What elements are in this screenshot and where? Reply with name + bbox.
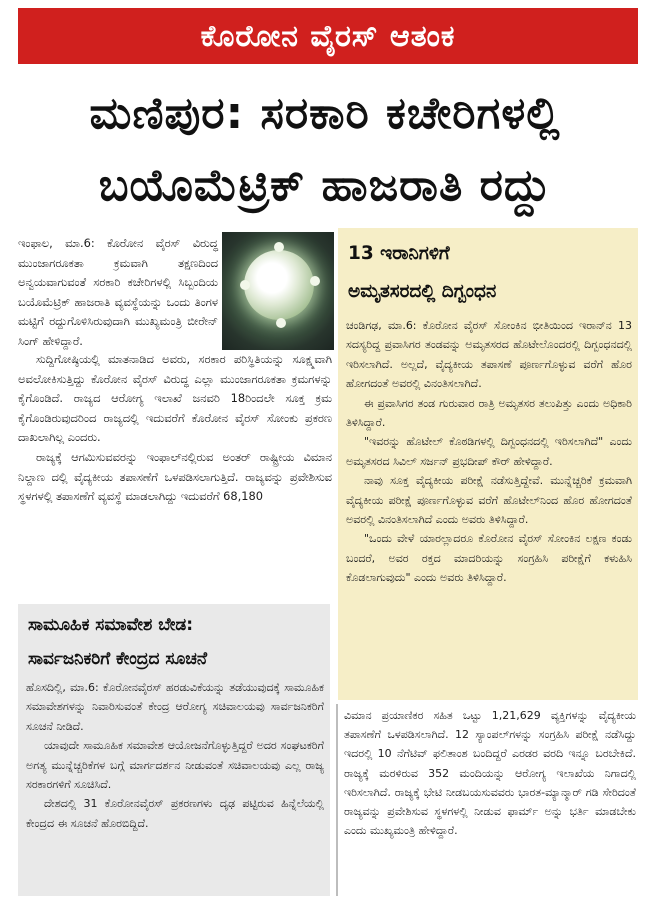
main-story-p3: ರಾಜ್ಯಕ್ಕೆ ಆಗಮಿಸುವವರನ್ನು ಇಂಫಾಲ್‌ನಲ್ಲಿರುವ ಅಂತರ್ ರಾಷ್ಟ್ರೀಯ ವಿಮಾನ ನಿಲ್ದಾಣ ದಲ್ಲಿ ವೈದ್ಯಕೀಯ ತಪಾಸಣೆಗೆ ಒಳಪಡಿಸಲಾಗುತ್ತಿದೆ. ರಾಜ್ಯವನ್ನು ಪ್ರವೇಶಿಸುವ ಸ್ಥಳಗಳಲ್ಲಿ ತಪಾಸಣೆಗೆ ವ್ಯವಸ್ಥೆ ಮಾಡಲಾಗಿದ್ದು ಇದುವರೆಗೆ 68,180: [18, 449, 332, 504]
coronavirus-photo: [222, 232, 334, 350]
main-story-p2: ಸುದ್ದಿಗೋಷ್ಠಿಯಲ್ಲಿ ಮಾತನಾಡಿದ ಅವರು, ಸರಕಾರ ಪರಿಸ್ಥಿತಿಯನ್ನು ಸೂಕ್ಷ್ಮವಾಗಿ ಅವಲೋಕಿಸುತ್ತಿದ್ದು ಕೊರೋನ ವೈರಸ್ ವಿರುದ್ಧ ಎಲ್ಲಾ ಮುಂಜಾಗರೂಕತಾ ಕ್ರಮಗಳನ್ನು ಕೈಗೊಂಡಿದೆ. ರಾಜ್ಯದ ಆರೋಗ್ಯ ಇಲಾಖೆ ಜನವರಿ 18ರಿಂದಲೇ ಸೂಕ್ತ ಕ್ರಮ ಕೈಗೊಂಡಿರುವುದರಿಂದ ರಾಜ್ಯದಲ್ಲಿ ಇದುವರೆಗೆ ಕೊರೋನ ವೈರಸ್ ಸೋಂಕು ಪ್ರಕರಣ ದಾಖಲಾಗಿಲ್ಲ ಎಂದರು.: [18, 352, 332, 445]
side-story-p3: "ಇವರನ್ನು ಹೊಟೇಲ್ ಕೊಠಡಿಗಳಲ್ಲಿ ದಿಗ್ಬಂಧನದಲ್ಲಿ ಇರಿಸಲಾಗಿದೆ" ಎಂದು ಅಮೃತಸರದ ಸಿವಿಲ್ ಸರ್ಜನ್ ಪ್ರಭದೀಪ್ ಕೌರ್ ಹೇಳಿದ್ದಾರೆ.: [346, 435, 632, 468]
kicker-banner: [18, 8, 638, 64]
box-story-title-1: ಸಾಮೂಹಿಕ ಸಮಾವೇಶ ಬೇಡ:: [28, 615, 194, 635]
box-story-p2: ಯಾವುದೇ ಸಾಮೂಹಿಕ ಸಮಾವೇಶ ಆಯೋಜನೆಗೊಳ್ಳುತ್ತಿದ್ದರೆ ಅದರ ಸಂಘಟಕರಿಗೆ ಅಗತ್ಯ ಮುನ್ನೆಚ್ಚರಿಕೆಗಳ ಬಗ್ಗೆ ಮಾರ್ಗದರ್ಶನ ನೀಡುವಂತೆ ಸಚಿವಾಲಯವು ಎಲ್ಲ ರಾಜ್ಯ ಸರಕಾರಗಳಿಗೆ ಸೂಚಿಸಿದೆ.: [26, 739, 324, 792]
main-story-continuation: [344, 706, 636, 840]
main-story-p1: ಇಂಫಾಲ, ಮಾ.6: ಕೊರೋನ ವೈರಸ್ ವಿರುದ್ಧ ಮುಂಜಾಗರೂಕತಾ ಕ್ರಮವಾಗಿ ತಕ್ಷಣದಿಂದ ಅನ್ವಯವಾಗುವಂತೆ ಸರಕಾರಿ ಕಚೇರಿಗಳಲ್ಲಿ ಸಿಬ್ಬಂದಿಯ ಬಯೊಮೆಟ್ರಿಕ್ ಹಾಜರಾತಿ ವ್ಯವಸ್ಥೆಯನ್ನು ಒಂದು ತಿಂಗಳ ಮಟ್ಟಿಗೆ ರದ್ದುಗೊಳಿಸಿರುವುದಾಗಿ ಮುಖ್ಯಮಂತ್ರಿ ಬೀರೇನ್ ಸಿಂಗ್ ಹೇಳಿದ್ದಾರೆ.: [18, 236, 218, 348]
side-story-body: [346, 316, 632, 588]
side-story-title-1: 13 ಇರಾನಿಗಳಿಗೆ: [348, 243, 450, 264]
side-story-p5: "ಒಂದು ವೇಳೆ ಯಾರಲ್ಲಾದರೂ ಕೊರೋನ ವೈರಸ್ ಸೋಂಕಿನ ಲಕ್ಷಣ ಕಂಡು ಬಂದರೆ, ಅವರ ರಕ್ತದ ಮಾದರಿಯನ್ನು ಸಂಗ್ರಹಿಸಿ ಪರೀಕ್ಷೆಗೆ ಕಳುಹಿಸಿ ಕೊಡಲಾಗುವುದು" ಎಂದು ಅವರು ತಿಳಿಸಿದ್ದಾರೆ.: [346, 532, 632, 585]
main-story-p1-block: [18, 234, 218, 352]
side-story-title-2: ಅಮೃತಸರದಲ್ಲಿ ದಿಗ್ಬಂಧನ: [348, 281, 497, 302]
kicker-text: ಕೊರೋನ ವೈರಸ್ ಆತಂಕ: [200, 18, 456, 54]
box-story-p1: ಹೊಸದಿಲ್ಲಿ, ಮಾ.6: ಕೊರೋನವೈರಸ್ ಹರಡುವಿಕೆಯನ್ನು ತಡೆಯುವುದಕ್ಕೆ ಸಾಮೂಹಿಕ ಸಮಾವೇಶಗಳನ್ನು ನಿವಾರಿಸುವಂತೆ ಕೇಂದ್ರ ಆರೋಗ್ಯ ಸಚಿವಾಲಯವು ಸಾರ್ವಜನಿಕರಿಗೆ ಸೂಚನೆ ನೀಡಿದೆ.: [26, 681, 324, 733]
side-story-p1: ಚಂಡಿಗಢ, ಮಾ.6: ಕೊರೋನ ವೈರಸ್ ಸೋಂಕಿನ ಭೀತಿಯಿಂದ ಇರಾನ್‌ನ 13 ಸದಸ್ಯರಿದ್ದ ಪ್ರವಾಸಿಗರ ತಂಡವನ್ನು ಅಮೃತಸರದ ಹೊಟೇಲೊಂದರಲ್ಲಿ ದಿಗ್ಬಂಧನದಲ್ಲಿ ಇರಿಸಲಾಗಿದೆ. ಅಲ್ಲದೆ, ವೈದ್ಯಕೀಯ ತಪಾಸಣೆ ಪೂರ್ಣಗೊಳ್ಳುವ ವರೆಗೆ ಹೊರ ಹೋಗದಂತೆ ಅವರಲ್ಲಿ ವಿನಂತಿಸಲಾಗಿದೆ.: [346, 319, 632, 391]
main-story-body: [18, 350, 332, 507]
box-story-body: [26, 678, 324, 833]
box-story-title-2: ಸಾರ್ವಜನಿಕರಿಗೆ ಕೇಂದ್ರದ ಸೂಚನೆ: [28, 649, 208, 669]
virus-image-icon: [244, 250, 314, 320]
headline-line-2: ಬಯೊಮೆಟ್ರಿಕ್ ಹಾಜರಾತಿ ರದ್ದು: [98, 160, 552, 211]
headline-line-1: ಮಣಿಪುರ: ಸರಕಾರಿ ಕಚೇರಿಗಳಲ್ಲಿ: [89, 88, 561, 139]
box-story-p3: ದೇಶದಲ್ಲಿ 31 ಕೊರೋನವೈರಸ್ ಪ್ರಕರಣಗಳು ದೃಢ ಪಟ್ಟಿರುವ ಹಿನ್ನೆಲೆಯಲ್ಲಿ ಕೇಂದ್ರದ ಈ ಸೂಚನೆ ಹೊರಬಿದ್ದಿದೆ.: [26, 797, 324, 830]
side-story-p2: ಈ ಪ್ರವಾಸಿಗರ ತಂಡ ಗುರುವಾರ ರಾತ್ರಿ ಅಮೃತಸರ ತಲುಪಿತ್ತು ಎಂದು ಅಧಿಕಾರಿ ತಿಳಿಸಿದ್ದಾರೆ.: [346, 396, 632, 430]
side-story-p4: ನಾವು ಸೂಕ್ತ ವೈದ್ಯಕೀಯ ಪರೀಕ್ಷೆ ನಡೆಸುತ್ತಿದ್ದೇವೆ. ಮುನ್ನೆಚ್ಚರಿಕೆ ಕ್ರಮವಾಗಿ ವೈದ್ಯಕೀಯ ಪರೀಕ್ಷೆ ಪೂರ್ಣಗೊಳ್ಳುವ ವರೆಗೆ ಹೊಟೇಲ್‌ನಿಂದ ಹೊರ ಹೋಗದಂತೆ ಅವರಲ್ಲಿ ವಿನಂತಿಸಲಾಗಿದೆ ಎಂದು ಅವರು ತಿಳಿಸಿದ್ದಾರೆ.: [346, 474, 632, 527]
main-story-p4: ವಿಮಾನ ಪ್ರಯಾಣಿಕರ ಸಹಿತ ಒಟ್ಟು 1,21,629 ವ್ಯಕ್ತಿಗಳನ್ನು ವೈದ್ಯಕೀಯ ತಪಾಸಣೆಗೆ ಒಳಪಡಿಸಲಾಗಿದೆ. 12 ಸ್ಯಾಂಪಲ್‌ಗಳನ್ನು ಸಂಗ್ರಹಿಸಿ ಪರೀಕ್ಷೆ ನಡೆಸಿದ್ದು ಇದರಲ್ಲಿ 10 ನೆಗೆಟಿವ್ ಫಲಿತಾಂಶ ಬಂದಿದ್ದರೆ ಎರಡರ ವರದಿ ಇನ್ನೂ ಬರಬೇಕಿದೆ. ರಾಜ್ಯಕ್ಕೆ ಮರಳಿರುವ 352 ಮಂದಿಯನ್ನು ಆರೋಗ್ಯ ಇಲಾಖೆಯ ನಿಗಾದಲ್ಲಿ ಇರಿಸಲಾಗಿದೆ. ರಾಜ್ಯಕ್ಕೆ ಭೇಟಿ ನೀಡಬಯಸುವವರು ಭಾರತ-ಮ್ಯಾನ್ಮಾರ್ ಗಡಿ ಸೇರಿದಂತೆ ರಾಜ್ಯವನ್ನು ಪ್ರವೇಶಿಸುವ ಸ್ಥಳಗಳಲ್ಲಿ ನೀಡುವ ಫಾರ್ಮ್ ಅನ್ನು ಭರ್ತಿ ಮಾಡಬೇಕು ಎಂದು ಮುಖ್ಯಮಂತ್ರಿ ಹೇಳಿದ್ದಾರೆ.: [344, 709, 636, 838]
column-divider: [336, 704, 338, 896]
